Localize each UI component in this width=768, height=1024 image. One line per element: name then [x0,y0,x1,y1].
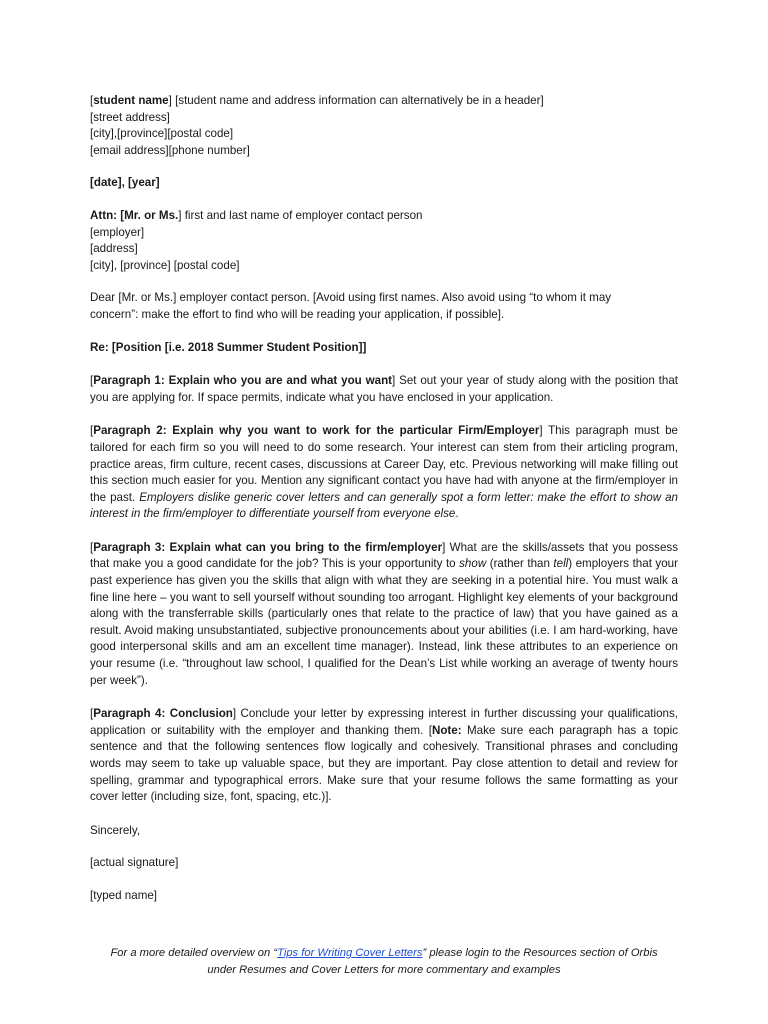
paragraph-1-heading: Paragraph 1: Explain who you are and what you want [93,374,393,388]
closing-sincerely: Sincerely, [90,823,141,837]
salutation [90,290,678,323]
paragraph-2-body: This paragraph must be tailored for each firm so you will need to do some research. Your interest can stem from their articling program, practice areas, firm culture, recent cases, discussions at Career Day, etc. Previous networking will make filling out this section much easier for you. Mention any significant contact you have had with anyone at the firm/employer in the past. [90,424,678,504]
footer-line-2: under Resumes and Cover Letters for more commentary and examples [207,963,561,976]
attn-line [90,208,678,225]
attn-label: Attn: [90,208,121,222]
sender-city: [city],[province][postal code] [90,127,234,141]
re-position: [Position [i.e. 2018 Summer Student Position]] [111,340,367,354]
recipient-city: [city], [province] [postal code] [90,258,240,272]
paragraph-3-body-c: ) employers that your past experience has given you the skills that align with what they are seeking in a potential hire. You must walk a fine line here – you want to sell yourself without sounding too arrogant. Highlight key elements of your background along with the transferrable skills (particularly ones that relate to the practice of law) that you have gained as a result. Avoid making unsubstantiated, subjective pronouncements about your abilities (i.e. I am hard-working, have good interpersonal skills and am an excellent time manager). Instead, link these attributes to an experience on your resume (i.e. “throughout law school, I qualified for the Dean’s List while working an average of twenty hours per week”). [90,557,678,687]
re-prefix: Re: [90,340,112,354]
sender-street: [street address] [90,110,170,124]
sender-name-note: [student name and address information can alternatively be in a header] [171,94,544,107]
cover-letter-template [90,93,678,905]
salutation-line-2: concern”: make the effort to find who will be reading your application, if possible]. [90,307,505,321]
closing-typed-name: [typed name] [90,888,158,902]
sender-name-line: [student name] [student name and address information can alternatively be in a header] [90,94,544,107]
attn-title: [Mr. or Ms. [120,208,179,222]
re-line [90,340,678,357]
paragraph-4-body-b: Make sure each paragraph has a topic sentence and that the following sentences flow logically and cohesively. Transitional phrases and concluding words may seem to take up valuable space, but they are important. Pay close attention to detail and review for spelling, grammar and typographical errors. Make sure that your resume follows the same formatting as your cover letter (including size, font, spacing, etc.)]. [90,723,678,804]
paragraph-3-heading: Paragraph 3: Explain what can you bring to the firm/employer [93,540,443,554]
recipient-employer: [employer] [90,225,145,239]
closing-block [90,823,678,905]
footer-note [60,945,708,978]
paragraph-2-end: . [455,507,459,521]
date-block [90,175,678,192]
paragraph-2: [Paragraph 2: Explain why you want to work for the particular Firm/Employer] This paragraph must be tailored for each firm so you will need to do some research. Your interest can stem from their articling program, practice areas, firm culture, recent cases, discussions at Career Day, etc. Previous networking will make filling out this section much easier for you. Mention any significant contact you have had with anyone at the firm/employer in the past. Employers dislike generic cover letters and can generally spot a form letter: make the effort to show an interest in the firm/employer to differentiate yourself from everyone else. [90,424,678,521]
paragraph-2-heading: Paragraph 2: Explain why you want to work for the particular Firm/Employer [93,424,540,438]
paragraph-1: [Paragraph 1: Explain who you are and what you want] Set out your year of study along with the position that you are applying for. If space permits, indicate what you have enclosed in your application. [90,374,678,404]
salutation-line-1: Dear [Mr. or Ms.] employer contact person. [Avoid using first names. Also avoid using “to whom it may [90,291,612,305]
paragraph-3: [Paragraph 3: Explain what can you bring to the firm/employer] What are the skills/assets that you possess that make you a good candidate for the job? This is your opportunity to show (rather than tell) employers that your past experience has given you the skills that align with what they are seeking in a potential hire. You must walk a fine line here – you want to sell yourself without sounding too arrogant. Highlight key elements of your background along with the transferrable skills (particularly ones that relate to the practice of law) that you have gained as a result. Avoid making unsubstantiated, subjective pronouncements about your abilities (i.e. I am hard-working, have good interpersonal skills and am an excellent time manager). Instead, link these attributes to an experience on your resume (i.e. “throughout law school, I qualified for the Dean’s List while working an average of twenty hours per week”). [90,540,678,687]
paragraph-3-body-a: What are the skills/assets that you possess that make you a good candidate for the job? This is your opportunity to [90,540,678,571]
date-line: [date], [year] [90,176,160,190]
paragraph-4-heading: Paragraph 4: Conclusion [93,707,233,721]
paragraph-3-show: show [459,557,487,571]
recipient-block [90,208,678,274]
paragraph-3-tell: tell [553,557,569,571]
year-label: year [131,176,156,190]
sender-address-block [90,93,678,159]
paragraph-4-note: Note: [431,723,462,737]
attn-note: ] first and last name of employer contact person [178,208,423,222]
cover-letter-tips-link[interactable]: Tips for Writing Cover Letters [277,947,423,959]
footer-prefix: For a more detailed overview on “ [110,947,278,959]
sender-contact: [email address][phone number] [90,143,250,157]
date-label: date [93,176,118,190]
paragraph-2-italic: Employers dislike generic cover letters and can generally spot a form letter: make the effort to show an interest in the firm/employer to differentiate yourself from everyone else [90,490,678,521]
paragraph-4-body-a: Conclude your letter by expressing interest in further discussing your qualifications, application or suitability with the employer and thanking them. [ [90,707,679,737]
paragraph-4: [Paragraph 4: Conclusion] Conclude your letter by expressing interest in further discussing your qualifications, application or suitability with the employer and thanking them. [Note: Make sure each paragraph has a topic sentence and that the following sentences flow logically and cohesively. Transitional phrases and concluding words may seem to take up valuable space, but they are important. Pay close attention to detail and review for spelling, grammar and typographical errors. Make sure that your resume follows the same formatting as your cover letter (including size, font, spacing, etc.)]. [90,707,679,804]
footer-suffix: ” please login to the Resources section of Orbis [422,947,658,959]
paragraph-1-body: Set out your year of study along with the position that you are applying for. If space permits, indicate what you have enclosed in your application. [90,374,678,404]
recipient-address: [address] [90,242,138,256]
closing-signature: [actual signature] [90,856,179,870]
student-name-label: student name [93,94,169,107]
paragraph-3-body-b: (rather than [486,557,554,571]
